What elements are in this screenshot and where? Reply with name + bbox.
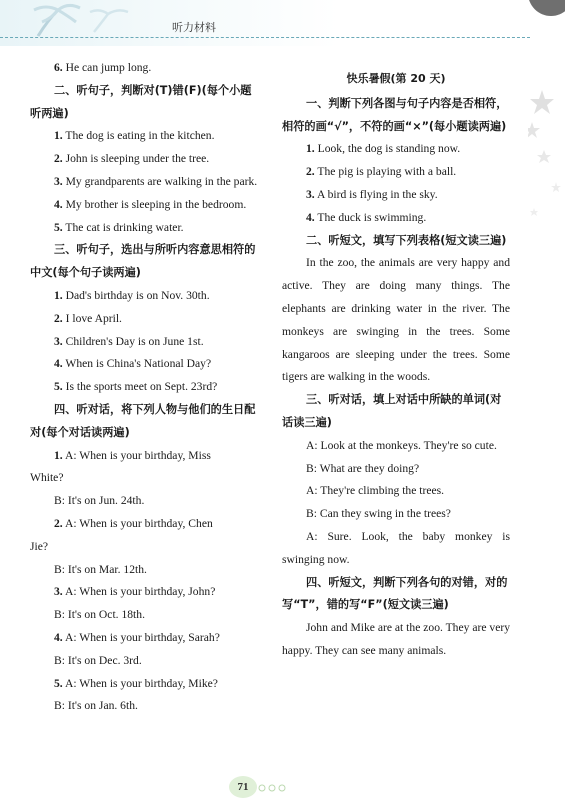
dialog-line: A: Look at the monkeys. They're so cute. <box>306 438 497 452</box>
dialog-line: 5. A: When is your birthday, Mike? <box>54 676 218 690</box>
list-item: 2. The pig is playing with a ball. <box>306 165 457 179</box>
section-title: 二、听句子，判断对(T)错(F)(每个小题听两遍) <box>30 83 252 120</box>
list-item: 1. Dad's birthday is on Nov. 30th. <box>54 288 210 302</box>
list-item: 6. He can jump long. <box>54 61 152 74</box>
list-item: 5. The cat is drinking water. <box>54 220 184 234</box>
list-item: 5. Is the sports meet on Sept. 23rd? <box>54 380 218 394</box>
list-item: 4. My brother is sleeping in the bedroom. <box>54 197 247 211</box>
section-title: 三、听句子，选出与所听内容意思相符的中文(每个句子读两遍) <box>30 243 256 280</box>
dialog-line: 4. A: When is your birthday, Sarah? <box>54 630 220 644</box>
list-item: 3. A bird is flying in the sky. <box>306 187 438 201</box>
left-column <box>30 57 258 718</box>
list-item: 3. Children's Day is on June 1st. <box>54 334 204 348</box>
right-column <box>282 68 510 663</box>
dialog-line: B: Can they swing in the trees? <box>306 507 451 521</box>
list-item: 2. I love April. <box>54 311 122 325</box>
dialog-line: B: It's on Oct. 18th. <box>54 608 145 622</box>
page-header <box>0 0 565 46</box>
section-title: 四、听短文，判断下列各句的对错，对的写“T”，错的写“F”(短文读三遍) <box>282 575 508 612</box>
stars-decoration-icon <box>528 90 564 220</box>
section-title: 四、听对话，将下列人物与他们的生日配对(每个对话读两遍) <box>30 402 256 439</box>
dialog-line: A: Sure. Look, the baby monkey is swinging now. <box>282 529 510 566</box>
list-item: 4. When is China's National Day? <box>54 357 212 371</box>
list-item: 2. John is sleeping under the tree. <box>54 152 210 166</box>
list-item: 1. Look, the dog is standing now. <box>306 142 461 156</box>
dialog-line: B: It's on Jan. 6th. <box>54 699 138 713</box>
dialog-line: B: What are they doing? <box>306 461 420 475</box>
dialog-line: White? <box>30 471 64 485</box>
page-number: 71 <box>229 776 257 798</box>
list-item: 1. The dog is eating in the kitchen. <box>54 129 215 143</box>
dialog-line: 2. A: When is your birthday, Chen <box>54 516 213 530</box>
day-title: 快乐暑假(第 20 天) <box>346 72 446 85</box>
dialog-line: B: It's on Mar. 12th. <box>54 562 147 576</box>
dots-decoration-icon <box>258 784 288 792</box>
dialog-line: Jie? <box>30 539 49 553</box>
dialog-line: B: It's on Jun. 24th. <box>54 494 145 508</box>
section-title: 二、听短文，填写下列表格(短文读三遍) <box>306 233 507 247</box>
dialog-line: 1. A: When is your birthday, Miss <box>54 448 211 462</box>
dialog-line: A: They're climbing the trees. <box>306 484 445 498</box>
section-title: 三、听对话，填上对话中所缺的单词(对话读三遍) <box>282 393 502 429</box>
list-item: 3. My grandparents are walking in the park. <box>54 174 258 188</box>
passage: In the zoo, the animals are very happy and active. They are doing many things. The elephants are drinking water in the river. The monkeys are swinging in the trees. Some kangaroos are sleeping under the trees. Some tigers are walking in the woods. <box>282 256 510 384</box>
passage: John and Mike are at the zoo. They are very happy. They can see many animals. <box>282 621 510 657</box>
dialog-line: B: It's on Dec. 3rd. <box>54 653 142 667</box>
header-divider <box>0 37 530 38</box>
section-title: 一、判断下列各图与句子内容是否相符，相符的画“√”，不符的画“×”(每小题读两遍) <box>282 96 508 133</box>
dialog-line: 3. A: When is your birthday, John? <box>54 585 216 599</box>
palm-tree-icon <box>28 2 138 38</box>
header-title: 听力材料 <box>172 21 216 34</box>
list-item: 4. The duck is swimming. <box>306 210 427 224</box>
